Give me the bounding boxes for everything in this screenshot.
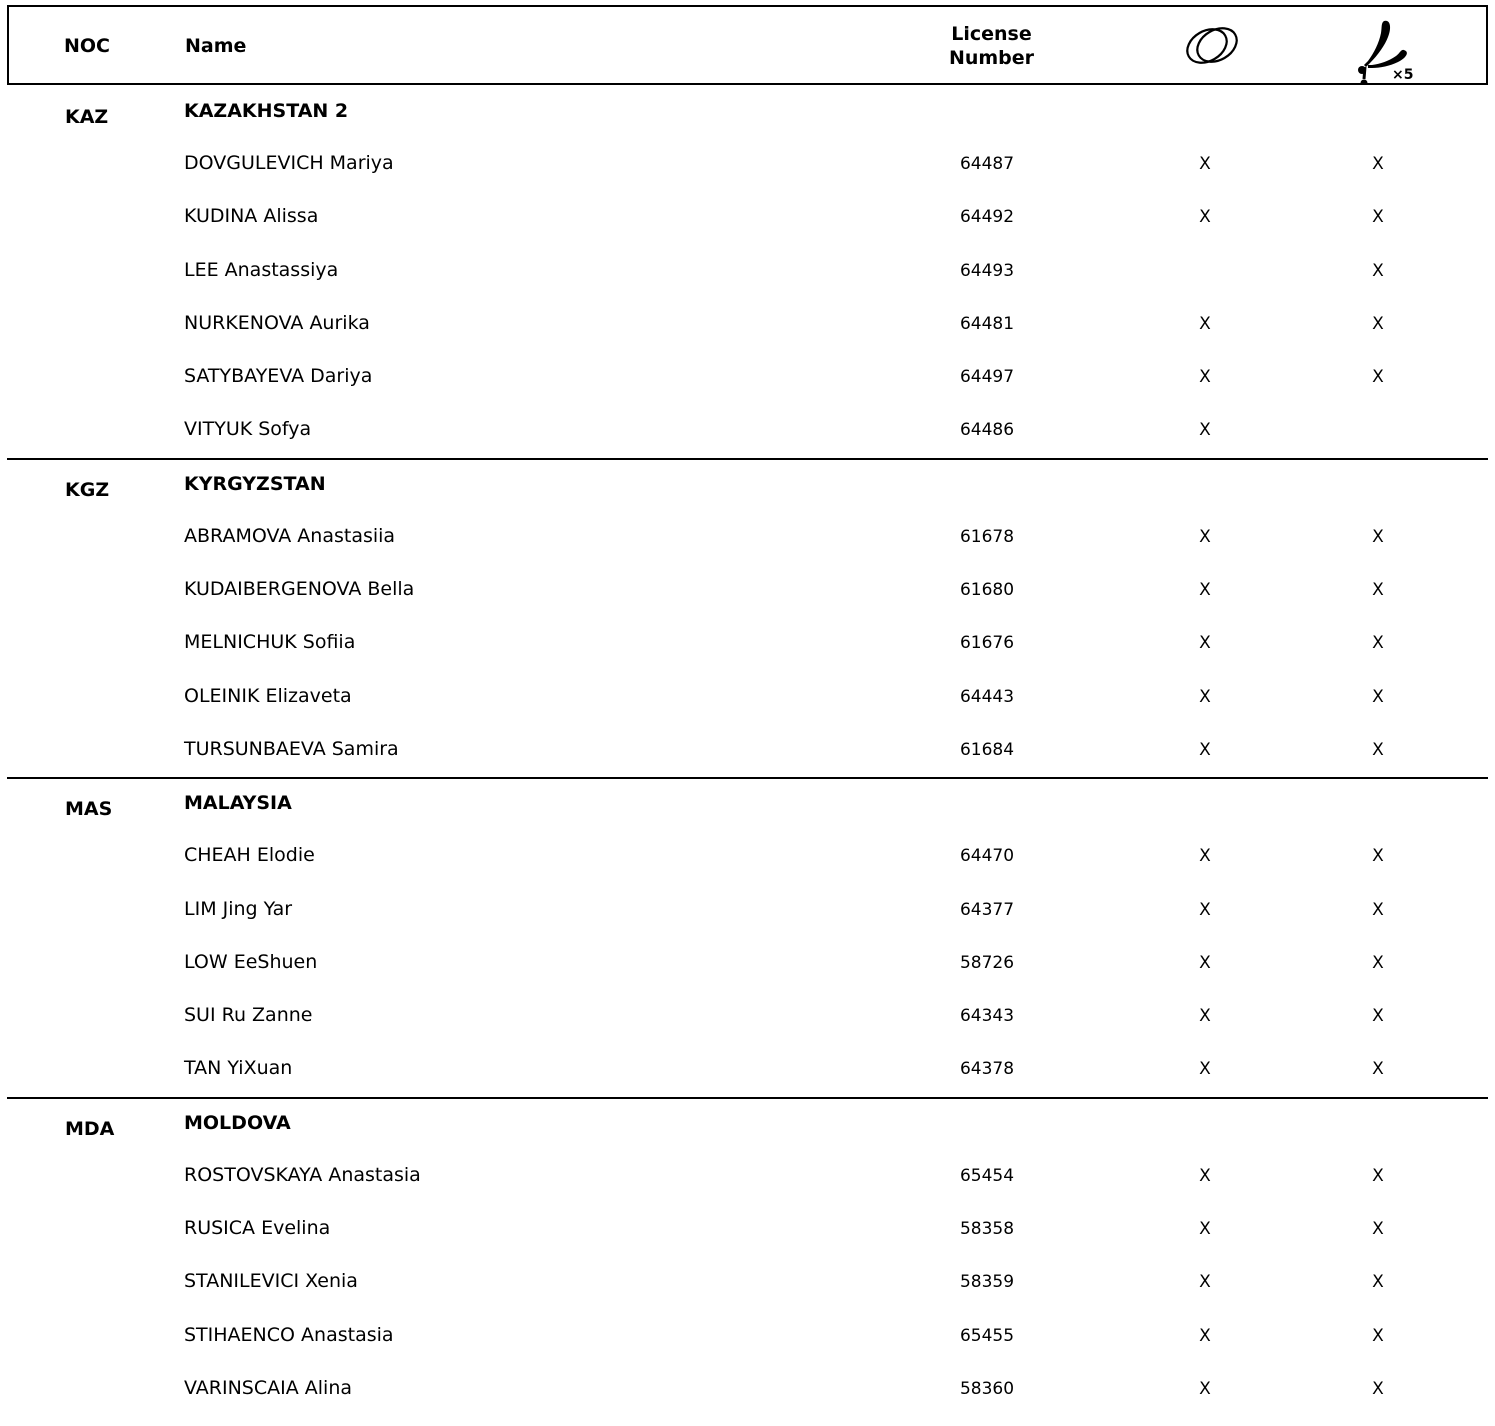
column-header-name: Name <box>185 35 247 57</box>
clubs-mark: X <box>1372 1219 1384 1240</box>
clubs-mark: X <box>1372 952 1384 973</box>
table-row <box>7 671 1488 724</box>
clubs-mark: X <box>1372 313 1384 334</box>
table-row <box>7 1043 1488 1096</box>
athlete-name: CHEAH Elodie <box>184 844 315 867</box>
license-header-line1: License <box>951 23 1032 45</box>
team-row <box>7 1097 1488 1150</box>
license-number: 61678 <box>959 526 1015 547</box>
hoop-mark: X <box>1199 154 1211 174</box>
hoop-icon <box>1177 23 1247 69</box>
team-noc: KAZ <box>65 106 109 128</box>
clubs-mark: X <box>1372 1059 1384 1080</box>
athlete-name: SUI Ru Zanne <box>184 1004 313 1027</box>
athlete-name: KUDINA Alissa <box>184 205 319 228</box>
license-number: 65455 <box>959 1325 1015 1346</box>
license-number: 58358 <box>959 1219 1015 1240</box>
clubs-mark: X <box>1372 739 1384 760</box>
clubs-mark: X <box>1372 1378 1384 1399</box>
clubs-mark: X <box>1372 846 1384 867</box>
hoop-mark: X <box>1199 686 1211 707</box>
hoop-mark: X <box>1199 899 1211 920</box>
clubs-mark: X <box>1372 367 1384 388</box>
athlete-name: KUDAIBERGENOVA Bella <box>184 578 415 601</box>
license-number: 58360 <box>959 1378 1015 1399</box>
hoop-mark: X <box>1199 367 1211 388</box>
team-group <box>7 458 1488 777</box>
athlete-name: OLEINIK Elizaveta <box>184 684 352 707</box>
license-number: 64378 <box>959 1059 1015 1080</box>
table-row <box>7 990 1488 1043</box>
table-row <box>7 1150 1488 1203</box>
table-row <box>7 191 1488 244</box>
license-number: 64470 <box>959 846 1015 867</box>
team-group <box>7 1097 1488 1416</box>
clubs-mark: X <box>1372 1272 1384 1293</box>
team-noc: MAS <box>65 798 113 821</box>
license-number: 64486 <box>959 420 1015 441</box>
license-number: 64492 <box>959 207 1015 228</box>
column-header-license <box>939 22 1044 70</box>
clubs-mark: X <box>1372 686 1384 707</box>
table-row <box>7 1256 1488 1309</box>
license-number: 64343 <box>959 1006 1015 1027</box>
hoop-mark: X <box>1199 1272 1211 1293</box>
athlete-name: LEE Anastassiya <box>184 258 339 281</box>
hoop-mark: X <box>1199 1219 1211 1240</box>
hoop-mark: X <box>1199 1006 1211 1027</box>
athlete-name: STIHAENCO Anastasia <box>184 1323 394 1346</box>
hoop-mark: X <box>1199 1378 1211 1399</box>
hoop-mark: X <box>1199 1059 1211 1080</box>
license-number: 61680 <box>959 580 1015 601</box>
clubs-icon <box>1344 15 1419 85</box>
table-row <box>7 404 1488 457</box>
table-row <box>7 617 1488 670</box>
hoop-mark: X <box>1199 580 1211 601</box>
team-group <box>7 777 1488 1096</box>
hoop-mark: X <box>1199 313 1211 334</box>
table-row <box>7 1203 1488 1256</box>
clubs-mark: X <box>1372 580 1384 601</box>
table-row <box>7 1363 1488 1416</box>
table-row <box>7 564 1488 617</box>
clubs-mark: X <box>1372 207 1384 228</box>
clubs-mark: X <box>1372 633 1384 654</box>
team-name: KYRGYZSTAN <box>184 472 326 495</box>
athlete-name: DOVGULEVICH Mariya <box>184 152 394 174</box>
team-group <box>7 85 1488 458</box>
athlete-name: LIM Jing Yar <box>184 897 293 920</box>
table-row <box>7 298 1488 351</box>
clubs-mark: X <box>1372 1165 1384 1186</box>
clubs-count-badge: ×5 <box>1392 67 1414 83</box>
athlete-name: NURKENOVA Aurika <box>184 311 370 334</box>
clubs-mark: X <box>1372 1325 1384 1346</box>
clubs-mark: X <box>1372 899 1384 920</box>
athlete-name: VARINSCAIA Alina <box>184 1376 353 1399</box>
athlete-name: VITYUK Sofya <box>184 418 312 441</box>
team-row <box>7 85 1488 138</box>
table-row <box>7 138 1488 191</box>
athlete-name: STANILEVICI Xenia <box>184 1270 358 1293</box>
hoop-mark: X <box>1199 1325 1211 1346</box>
license-number: 64481 <box>959 313 1015 334</box>
table-row <box>7 245 1488 298</box>
license-number: 64497 <box>959 367 1015 388</box>
table-row <box>7 351 1488 404</box>
team-noc: MDA <box>65 1117 115 1140</box>
license-number: 64443 <box>959 686 1015 707</box>
license-number: 58359 <box>959 1272 1015 1293</box>
team-noc: KGZ <box>65 478 110 501</box>
hoop-mark: X <box>1199 952 1211 973</box>
clubs-mark: X <box>1372 1006 1384 1027</box>
license-header-line2: Number <box>948 47 1035 69</box>
athlete-name: TAN YiXuan <box>184 1057 293 1080</box>
table-row <box>7 937 1488 990</box>
license-number: 61676 <box>959 633 1015 654</box>
clubs-mark: X <box>1372 154 1384 174</box>
table-header <box>7 5 1488 85</box>
participants-table <box>7 85 1488 1416</box>
hoop-mark: X <box>1199 739 1211 760</box>
team-row <box>7 458 1488 511</box>
hoop-mark: X <box>1199 1165 1211 1186</box>
athlete-name: ABRAMOVA Anastasiia <box>184 524 396 547</box>
team-row <box>7 777 1488 830</box>
hoop-mark: X <box>1199 633 1211 654</box>
hoop-mark: X <box>1199 846 1211 867</box>
license-number: 64377 <box>959 899 1015 920</box>
license-number: 64493 <box>959 260 1015 281</box>
hoop-mark: X <box>1199 526 1211 547</box>
column-header-noc: NOC <box>64 35 110 57</box>
athlete-name: ROSTOVSKAYA Anastasia <box>184 1163 421 1186</box>
license-number: 64487 <box>959 154 1015 174</box>
table-row <box>7 884 1488 937</box>
table-row <box>7 724 1488 777</box>
team-name: MALAYSIA <box>184 792 292 815</box>
athlete-name: SATYBAYEVA Dariya <box>184 365 373 388</box>
table-row <box>7 830 1488 883</box>
athlete-name: TURSUNBAEVA Samira <box>184 737 399 760</box>
hoop-mark: X <box>1199 207 1211 228</box>
clubs-mark: X <box>1372 526 1384 547</box>
table-row <box>7 1310 1488 1363</box>
license-number: 65454 <box>959 1165 1015 1186</box>
athlete-name: RUSICA Evelina <box>184 1217 331 1240</box>
clubs-mark: X <box>1372 260 1384 281</box>
table-row <box>7 511 1488 564</box>
license-number: 61684 <box>959 739 1015 760</box>
team-name: MOLDOVA <box>184 1111 291 1134</box>
hoop-mark: X <box>1199 420 1211 441</box>
athlete-name: LOW EeShuen <box>184 950 318 973</box>
team-name: KAZAKHSTAN 2 <box>184 100 349 122</box>
athlete-name: MELNICHUK Sofiia <box>184 631 356 654</box>
license-number: 58726 <box>959 952 1015 973</box>
